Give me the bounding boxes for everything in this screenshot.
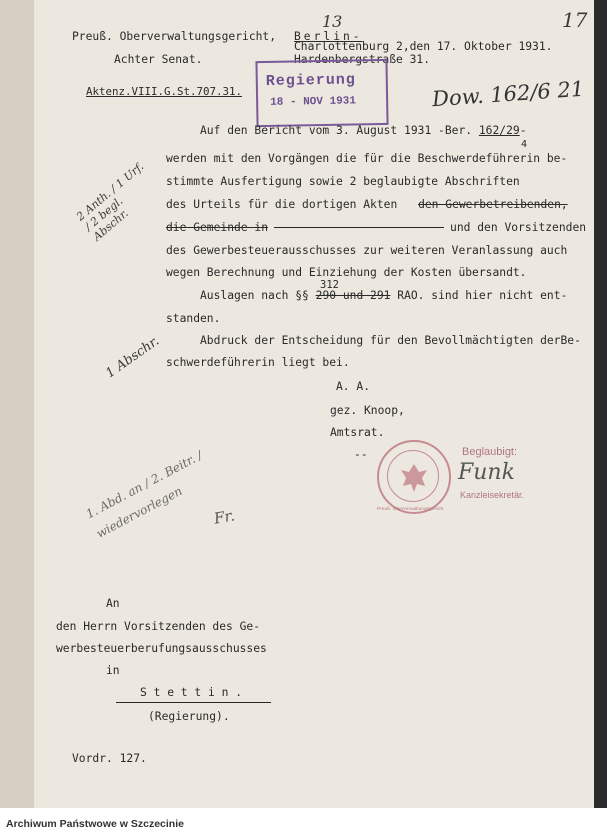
- address-line-2: Hardenbergstraße 31.: [294, 53, 431, 66]
- handwritten-initials: Fr.: [212, 506, 237, 528]
- handwritten-pencil-note: 1. Abd. an / 2. Beitr. / wiedervorlegen: [83, 448, 205, 541]
- handwritten-margin-note-2: 1 Abschr.: [103, 333, 163, 382]
- body-line-8-post: RAO. sind hier nicht ent-: [397, 289, 568, 302]
- city: Berlin-: [294, 30, 363, 43]
- body-line-7: wegen Berechnung und Einziehung der Kosten übersandt.: [166, 266, 527, 279]
- paragraph-insert-312: 312: [320, 279, 339, 291]
- body-line-4: [166, 198, 568, 212]
- body-line-3: stimmte Ausfertigung sowie 2 beglaubigte Abschriften: [166, 175, 520, 188]
- document-page: [34, 0, 594, 808]
- address-line-1: Charlottenburg 2,den 17. Oktober 1931.: [294, 40, 553, 53]
- body-line-10: Abdruck der Entscheidung für den Bevollmächtigten derBe-: [200, 334, 581, 347]
- struck-gemeinde: die Gemeinde in: [166, 221, 269, 234]
- body-line-5b: und den Vorsitzenden: [450, 221, 587, 234]
- regierung-stamp-title: Regierung: [265, 71, 356, 90]
- archive-label: Archiwum Państwowe w Szczecinie: [6, 818, 184, 830]
- body-line-6: des Gewerbesteuerausschusses zur weiteren Veranlassung auch: [166, 244, 568, 257]
- struck-gewerbetreibenden: den Gewerbetreibenden,: [418, 198, 568, 211]
- body-line-2: werden mit den Vorgängen die für die Beschwerdeführerin be-: [166, 152, 568, 165]
- handwritten-margin-note-1: 2 Anth. / 1 Urf. / 2 begl. Abschr.: [73, 159, 147, 244]
- report-number: 162/29: [478, 124, 520, 137]
- regierung-stamp-date: 18 - NOV 1931: [270, 95, 357, 109]
- signature-title: Amtsrat.: [330, 426, 385, 439]
- address-city: S t e t t i n .: [140, 686, 243, 699]
- archive-footer: [0, 808, 607, 840]
- body-line-11: schwerdeführerin liegt bei.: [166, 356, 350, 369]
- senate: Achter Senat.: [114, 53, 203, 66]
- beglaubigt-stamp: [452, 446, 592, 506]
- handwritten-page-number: 17: [562, 8, 588, 32]
- address-line-2: werbesteuerberufungsausschusses: [56, 642, 267, 655]
- handwritten-top-number: 13: [322, 12, 343, 31]
- signature-gez: gez. Knoop,: [330, 404, 405, 417]
- court-name: Preuß. Oberverwaltungsgericht,: [72, 30, 277, 43]
- address-an: An: [106, 597, 120, 610]
- eagle-icon: [379, 442, 449, 512]
- beglaubigt-title: Kanzleisekretär.: [460, 490, 525, 500]
- fraction-denominator: 4: [521, 139, 528, 150]
- signature-dash: --: [354, 448, 368, 461]
- body-line-1c: -: [519, 124, 527, 137]
- address-regierung: (Regierung).: [148, 710, 230, 723]
- official-seal: [377, 440, 451, 514]
- beglaubigt-label: Beglaubigt:: [462, 446, 518, 458]
- signature-aa: A. A.: [336, 380, 371, 393]
- seal-text: Preuß. Oberverwaltungsgericht: [377, 506, 444, 512]
- body-line-1a: Auf den Bericht vom 3. August 1931 -Ber.: [200, 124, 473, 137]
- adjacent-page-edge: [0, 0, 34, 808]
- address-in: in: [106, 664, 120, 677]
- regierung-stamp: [255, 59, 388, 127]
- file-reference: Aktenz.VIII.G.St.707.31.: [86, 85, 243, 98]
- body-line-4a: des Urteils für die dortigen Akten: [166, 198, 398, 211]
- handwritten-reference-note: Dow. 162/6 21: [431, 76, 585, 112]
- address-line-1: den Herrn Vorsitzenden des Ge-: [56, 620, 261, 633]
- body-line-5: [166, 221, 586, 235]
- address-underline: [116, 702, 271, 703]
- body-line-9: standen.: [166, 312, 221, 325]
- struck-paragraphs: 290 und 291: [315, 289, 391, 302]
- body-line-8: [200, 289, 567, 303]
- body-line-1: [200, 124, 527, 138]
- body-line-8-pre: Auslagen nach §§: [200, 289, 309, 302]
- beglaubigt-signature: Funk: [458, 460, 515, 485]
- form-number: Vordr. 127.: [72, 752, 147, 765]
